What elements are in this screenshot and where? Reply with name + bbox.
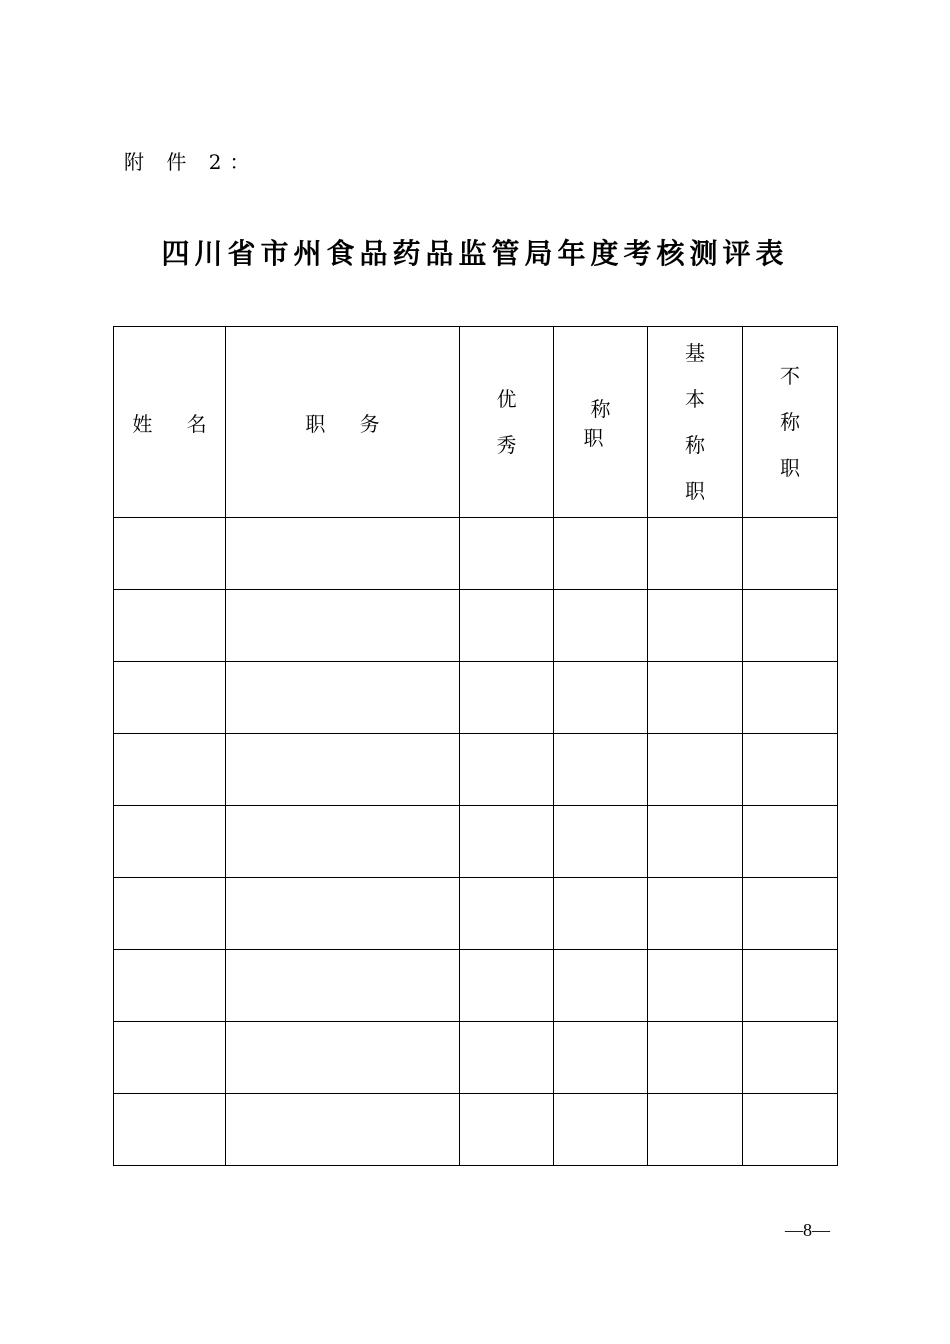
table-cell[interactable] [114, 950, 226, 1022]
table-cell[interactable] [648, 662, 743, 734]
table-cell[interactable] [554, 662, 648, 734]
table-cell[interactable] [114, 1094, 226, 1166]
header-name: 姓 名 [114, 327, 226, 518]
table-cell[interactable] [226, 806, 460, 878]
table-cell[interactable] [554, 806, 648, 878]
table-row [114, 1022, 838, 1094]
table-cell[interactable] [743, 662, 838, 734]
table-cell[interactable] [554, 1022, 648, 1094]
table-cell[interactable] [114, 734, 226, 806]
table-row [114, 806, 838, 878]
table-header-row [114, 327, 838, 518]
table-cell[interactable] [743, 950, 838, 1022]
table-row [114, 662, 838, 734]
table-cell[interactable] [554, 950, 648, 1022]
table-cell[interactable] [648, 734, 743, 806]
table-cell[interactable] [743, 590, 838, 662]
table-cell[interactable] [648, 806, 743, 878]
table-cell[interactable] [226, 878, 460, 950]
table-cell[interactable] [648, 518, 743, 590]
table-cell[interactable] [460, 1022, 554, 1094]
table-cell[interactable] [554, 734, 648, 806]
table-cell[interactable] [648, 878, 743, 950]
header-position: 职 务 [226, 327, 460, 518]
table-cell[interactable] [648, 950, 743, 1022]
table-row [114, 734, 838, 806]
table-cell[interactable] [114, 518, 226, 590]
table-cell[interactable] [460, 806, 554, 878]
table-cell[interactable] [648, 1022, 743, 1094]
table-cell[interactable] [226, 950, 460, 1022]
table-row [114, 950, 838, 1022]
table-cell[interactable] [226, 734, 460, 806]
table-cell[interactable] [460, 734, 554, 806]
table-row [114, 1094, 838, 1166]
table-cell[interactable] [554, 590, 648, 662]
table-cell[interactable] [460, 950, 554, 1022]
table-cell[interactable] [460, 662, 554, 734]
table-cell[interactable] [648, 590, 743, 662]
table-row [114, 590, 838, 662]
table-cell[interactable] [460, 590, 554, 662]
evaluation-table [113, 326, 838, 1166]
table-cell[interactable] [743, 518, 838, 590]
table-cell[interactable] [743, 806, 838, 878]
table-cell[interactable] [460, 878, 554, 950]
table-cell[interactable] [743, 1094, 838, 1166]
table-cell[interactable] [460, 1094, 554, 1166]
table-cell[interactable] [114, 878, 226, 950]
table-row [114, 518, 838, 590]
attachment-label: 附 件 2： [124, 150, 258, 174]
table-cell[interactable] [114, 806, 226, 878]
table-cell[interactable] [226, 1022, 460, 1094]
table-cell[interactable] [743, 878, 838, 950]
table-cell[interactable] [114, 662, 226, 734]
header-basically-competent: 基 本 称 职 [648, 327, 743, 518]
page-title: 四川省市州食品药品监管局年度考核测评表 [161, 237, 789, 270]
table-cell[interactable] [114, 1022, 226, 1094]
table-cell[interactable] [114, 590, 226, 662]
table-cell[interactable] [460, 518, 554, 590]
table-cell[interactable] [554, 518, 648, 590]
table-cell[interactable] [648, 1094, 743, 1166]
header-incompetent: 不 称 职 [743, 327, 838, 518]
table-cell[interactable] [226, 662, 460, 734]
header-competent: 称 职 [554, 327, 648, 518]
table-cell[interactable] [743, 1022, 838, 1094]
table-cell[interactable] [554, 878, 648, 950]
table-cell[interactable] [226, 518, 460, 590]
table-row [114, 878, 838, 950]
header-excellent: 优 秀 [460, 327, 554, 518]
table-cell[interactable] [226, 1094, 460, 1166]
table-cell[interactable] [743, 734, 838, 806]
table-cell[interactable] [226, 590, 460, 662]
table-cell[interactable] [554, 1094, 648, 1166]
page-number: —8— [785, 1220, 830, 1240]
